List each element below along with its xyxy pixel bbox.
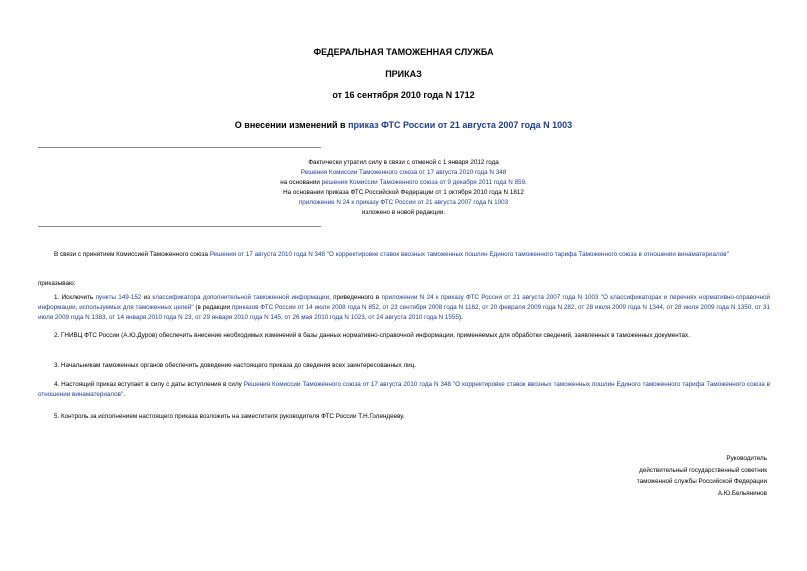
item-5-text: 5. Контроль за исполнением настоящего приказа возложить на заместителя руководителя ФТС России Т.Н.Голендееву. (54, 413, 405, 420)
status-link-decision-859[interactable]: решения Комиссии Таможенного союза от 9 декабря 2011 года N 859 (321, 179, 525, 186)
item-1 (38, 293, 770, 323)
item-1-mid-2: , приведенного в (329, 294, 382, 301)
signature-block (637, 453, 767, 499)
status-link-decision-348[interactable]: Решения Комиссии Таможенного союза от 17 августа 2010 года N 348 (300, 169, 507, 176)
doc-subject (0, 120, 807, 130)
item-1-link-classifier[interactable]: классификатора дополнительной таможенной информации (152, 294, 330, 301)
subject-prefix: О внесении изменений в (234, 120, 349, 130)
item-1-prefix: 1. Исключить (54, 294, 96, 301)
status-line-3-suffix: . (525, 179, 527, 186)
preamble (38, 250, 770, 260)
subject-link[interactable]: приказ ФТС России от 21 августа 2007 года N 1003 (348, 120, 573, 130)
signature-rank-2: таможенной службы Российской Федерации (636, 478, 767, 485)
top-divider (38, 147, 321, 148)
item-1-link-appendix[interactable]: приложении N 24 к приказу ФТС России от 21 августа 2007 года N 1003 "О классификаторах и перечнях нормативно-справочной информации, используемых для таможенных целей" (38, 294, 770, 311)
service-title: ФЕДЕРАЛЬНАЯ ТАМОЖЕННАЯ СЛУЖБА (313, 47, 494, 57)
item-2-text: 2. ГНИВЦ ФТС России (А.Ю.Дуров) обеспечить внесение необходимых изменений в базы данных нормативно-справочной информации, применяемых для обработки сведений, заявленных в таможенных документах. (54, 332, 690, 339)
status-note (0, 158, 807, 218)
item-5 (38, 412, 770, 422)
preamble-prefix: В связи с принятием Комиссией Таможенного союза (54, 251, 210, 258)
item-4 (38, 380, 770, 400)
status-line-3-prefix: на основании (280, 179, 322, 186)
item-3-text: 3. Начальникам таможенных органов обеспечить доведение настоящего приказа до сведения всех заинтересованных лиц. (54, 362, 416, 369)
item-4-link-decision[interactable]: Решения Комиссии Таможенного союза от 17 августа 2010 года N 348 "О корректировке ставок ввозных таможенных пошлин Единого таможенного тарифа Таможенного союза в отношении винаматериалов" (38, 381, 770, 398)
status-line-6: изложено в новой редакции. (361, 209, 446, 216)
item-2 (38, 331, 770, 341)
item-4-end: . (123, 391, 125, 398)
order-word: приказываю: (38, 280, 76, 287)
item-1-end: ). (458, 314, 463, 321)
item-1-link-orders[interactable]: приказов ФТС России от 14 июля 2008 года N 852, от 23 сентября 2008 года N 1162, от 20 февраля 2009 года N 282, от 28 июля 2009 года N 1344, от 28 июля 2009 года N 1350, от 31 июля 2009 года N 1383, от 14 января 2010 года N 23, от 29 января 2010 года N 145, от 26 мая 2010 года N 1023, от 24 августа 2010 года N 1555 (38, 304, 770, 321)
preamble-link[interactable]: Решения от 17 августа 2010 года N 348 "О корректировке ставок ввозных таможенных пошлин Единого таможенного тарифа Таможенного союза в отношении винаматериалов" (209, 251, 729, 258)
signature-title: Руководитель (726, 455, 767, 462)
bottom-divider (38, 226, 321, 227)
doc-type: ПРИКАЗ (385, 69, 422, 79)
status-line-3 (0, 178, 807, 188)
item-1-link-points[interactable]: пункты 149-152 (95, 294, 142, 301)
signature-rank-1: действительный государственный советник (639, 466, 767, 474)
doc-date-number: от 16 сентября 2010 года N 1712 (332, 90, 475, 100)
signature-name: А.Ю.Бельянинов (717, 489, 767, 497)
item-4-prefix: 4. Настоящий приказ вступает в силу с даты вступления в силу (54, 381, 244, 388)
item-1-mid-1: из (141, 294, 153, 301)
item-3 (38, 361, 770, 371)
status-line-4: На основании приказа ФТС Российской Федерации от 1 октября 2010 года N 1812 (283, 189, 524, 196)
item-1-mid-3: (в редакции (193, 304, 233, 311)
status-line-1: Фактически утратил силу в связи с отменой с 1 января 2012 года (308, 159, 499, 166)
status-link-appendix-24[interactable]: приложение N 24 к приказу ФТС России от 21 августа 2007 года N 1003 (298, 199, 509, 206)
